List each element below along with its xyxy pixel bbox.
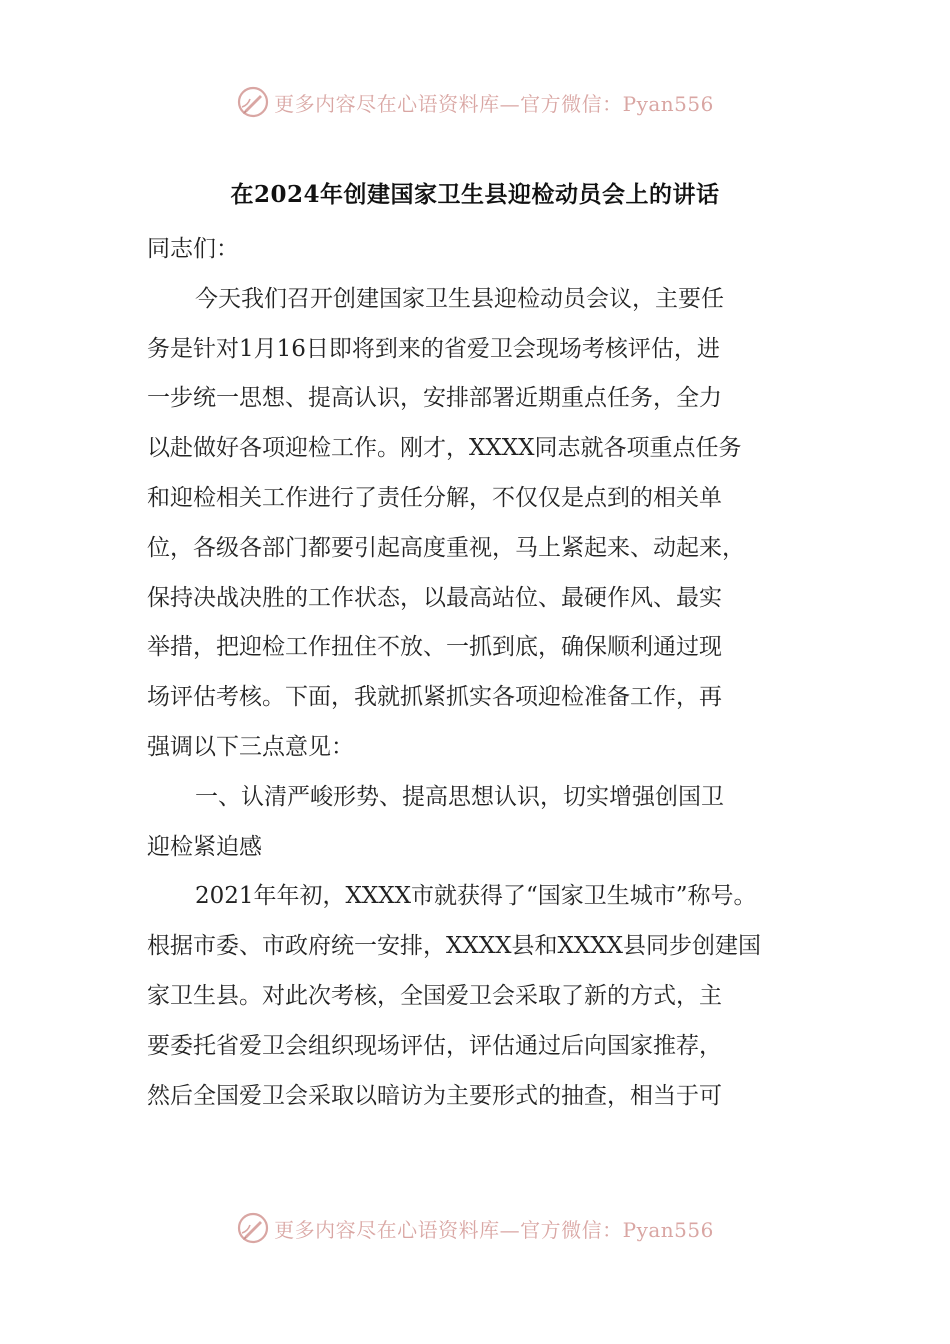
text-line: 和迎检相关工作进行了责任分解，不仅仅是点到的相关单 (147, 484, 722, 511)
text-line: 2021年年初，XXXX市就获得了“国家卫生城市”称号。 (195, 883, 757, 910)
text-line: 场评估考核。下面，我就抓紧抓实各项迎检准备工作，再 (147, 684, 722, 711)
section-heading-line: 一、认清严峻形势、提高思想认识，切实增强创国卫 (195, 783, 724, 810)
text-line: 今天我们召开创建国家卫生县迎检动员会议，主要任 (195, 285, 724, 312)
watermark-header (0, 82, 950, 122)
watermark-text: 更多内容尽在心语资料库—官方微信：Pyan556 (274, 91, 714, 116)
text-line: 家卫生县。对此次考核，全国爱卫会采取了新的方式，主 (147, 982, 722, 1009)
section-heading-line: 迎检紧迫感 (147, 833, 262, 860)
text-line: 举措，把迎检工作扭住不放、一抓到底，确保顺利通过现 (147, 634, 722, 661)
document-body (147, 225, 827, 1121)
text-line: 根据市委、市政府统一安排，XXXX县和XXXX县同步创建国 (147, 933, 761, 960)
text-line: 务是针对1月16日即将到来的省爱卫会现场考核评估，进 (147, 335, 720, 362)
watermark-footer (0, 1208, 950, 1248)
text-line: 位，各级各部门都要引起高度重视，马上紧起来、动起来， (147, 534, 745, 561)
text-line: 一步统一思想、提高认识，安排部署近期重点任务，全力 (147, 385, 722, 412)
watermark-text: 更多内容尽在心语资料库—官方微信：Pyan556 (274, 1217, 714, 1242)
pen-logo-icon (236, 1211, 270, 1245)
text-line: 强调以下三点意见： (147, 733, 354, 760)
pen-logo-icon (236, 85, 270, 119)
document-title: 在2024年创建国家卫生县迎检动员会上的讲话 (230, 181, 720, 208)
text-line: 保持决战决胜的工作状态，以最高站位、最硬作风、最实 (147, 584, 722, 611)
text-line: 以赴做好各项迎检工作。刚才，XXXX同志就各项重点任务 (147, 435, 742, 462)
text-line: 然后全国爱卫会采取以暗访为主要形式的抽查，相当于可 (147, 1082, 722, 1109)
text-line: 同志们： (147, 236, 239, 262)
text-line: 要委托省爱卫会组织现场评估，评估通过后向国家推荐， (147, 1032, 722, 1059)
